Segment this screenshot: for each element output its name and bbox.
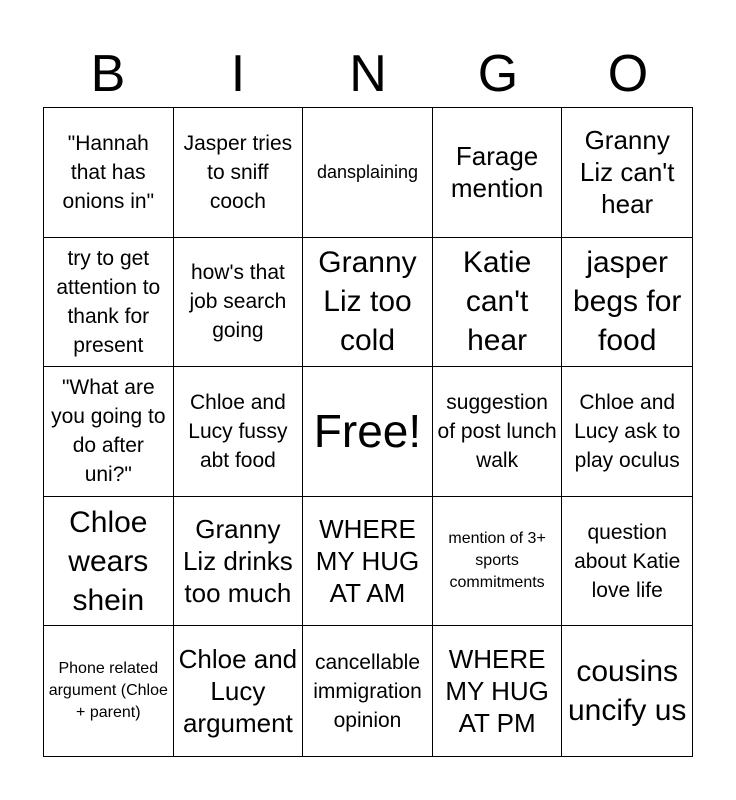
header-letter-g: G bbox=[477, 45, 519, 103]
bingo-cell[interactable]: suggestion of post lunch walk bbox=[433, 367, 563, 497]
bingo-cell[interactable]: Chloe and Lucy argument bbox=[174, 626, 304, 756]
header-letter-o: O bbox=[607, 45, 649, 103]
bingo-cell[interactable]: Granny Liz drinks too much bbox=[174, 497, 304, 627]
bingo-header bbox=[43, 44, 693, 104]
bingo-cell[interactable]: Granny Liz can't hear bbox=[562, 108, 692, 238]
bingo-cell[interactable]: Chloe and Lucy ask to play oculus bbox=[562, 367, 692, 497]
bingo-cell[interactable]: WHERE MY HUG AT PM bbox=[433, 626, 563, 756]
bingo-cell[interactable]: Granny Liz too cold bbox=[303, 238, 433, 368]
bingo-cell[interactable]: try to get attention to thank for present bbox=[44, 238, 174, 368]
bingo-cell[interactable]: "Hannah that has onions in" bbox=[44, 108, 174, 238]
bingo-cell[interactable]: how's that job search going bbox=[174, 238, 304, 368]
header-letter-n: N bbox=[349, 45, 387, 103]
free-space-cell[interactable]: Free! bbox=[303, 367, 433, 497]
bingo-cell[interactable]: Chloe wears shein bbox=[44, 497, 174, 627]
header-letter-b: B bbox=[90, 45, 126, 103]
bingo-card-grid bbox=[43, 107, 693, 757]
bingo-cell[interactable]: WHERE MY HUG AT AM bbox=[303, 497, 433, 627]
bingo-cell[interactable]: dansplaining bbox=[303, 108, 433, 238]
bingo-cell[interactable]: question about Katie love life bbox=[562, 497, 692, 627]
bingo-cell[interactable]: Farage mention bbox=[433, 108, 563, 238]
bingo-cell[interactable]: Chloe and Lucy fussy abt food bbox=[174, 367, 304, 497]
bingo-cell[interactable]: cancellable immigration opinion bbox=[303, 626, 433, 756]
bingo-cell[interactable]: Jasper tries to sniff cooch bbox=[174, 108, 304, 238]
bingo-cell[interactable]: mention of 3+ sports commitments bbox=[433, 497, 563, 627]
header-letter-i: I bbox=[230, 45, 246, 103]
bingo-cell[interactable]: jasper begs for food bbox=[562, 238, 692, 368]
bingo-cell[interactable]: cousins uncify us bbox=[568, 655, 687, 728]
bingo-cell[interactable]: Phone related argument (Chloe + parent) bbox=[44, 626, 174, 756]
bingo-cell[interactable]: Katie can't hear bbox=[433, 238, 563, 368]
bingo-cell[interactable]: "What are you going to do after uni?" bbox=[44, 367, 174, 497]
